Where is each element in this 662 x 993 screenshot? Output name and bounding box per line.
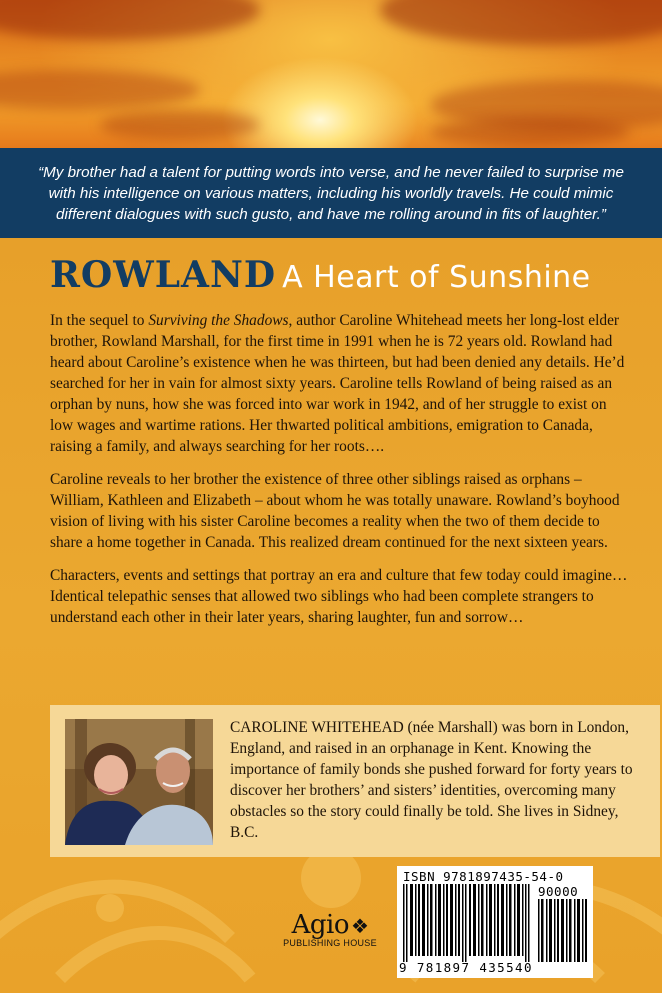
description-paragraph-2: Caroline reveals to her brother the existence of three other siblings raised as orphans – William, Kathleen and Elizabeth – about whom he was totally unaware. Rowland’s boyhood vision of living with his sister Caroline becomes a reality when the two of them decide to share a home together in Canada. This realized dream continued for the next sixteen years. [50, 471, 620, 551]
publisher-logo [270, 910, 390, 960]
description-paragraph-1: In the sequel to Surviving the Shadows, author Caroline Whitehead meets her long-lost elder brother, Rowland Marshall, for the first time in 1991 when he is 72 years old. Rowland had heard about Caroline’s existence when he was thirteen, but had been denied any details. He’d searched for her in vain for almost sixty years. Caroline tells Rowland of being raised as an orphan by nuns, how she was forced into war work in 1942, and of her struggle to exist on low wages and wartime rations. Her thwarted political ambitions, emigration to Canada, raising a family, and always searching for her roots…. [50, 312, 625, 455]
description-paragraph-3: Characters, events and settings that portray an era and culture that few today could imagine… Identical telepathic senses that allowed two siblings who had been complete strangers to understand each other in their later years, sharing laughter, fun and sorrow… [50, 567, 628, 626]
price-code: 90000 [538, 884, 579, 899]
flourish-icon: ❖ [350, 914, 369, 938]
book-title [50, 254, 591, 302]
ean-barcode-bars [403, 884, 531, 962]
sunset-image [0, 0, 662, 148]
isbn-label: ISBN 9781897435-54-0 [403, 869, 564, 884]
price-barcode-bars [538, 899, 588, 962]
quote-banner [0, 148, 662, 238]
book-description [50, 310, 630, 640]
publisher-subtitle: PUBLISHING HOUSE [283, 938, 377, 948]
publisher-name: Agio ❖ [291, 910, 369, 940]
title-subtitle: A Heart of Sunshine [282, 260, 591, 295]
sequel-title: Surviving the Shadows [148, 312, 289, 329]
testimonial-quote: “My brother had a talent for putting words into verse, and he never failed to surprise me with his intelligence on various matters, including his worldly travels. He could mimic different dialogues with such gusto, and have me rolling around in fits of laughter.” [38, 163, 624, 223]
author-photo [65, 719, 213, 845]
title-main: ROWLAND [50, 254, 277, 296]
isbn-barcode [397, 866, 593, 978]
author-bio: CAROLINE WHITEHEAD (née Marshall) was born in London, England, and raised in an orphanage in Kent. Knowing the importance of family bonds she pushed forward for forty years to discover her brothers’ and sisters’ identities, overcoming many obstacles so the story could finally be told. She lives in Sidney, B.C. [230, 719, 633, 841]
ean-digits: 9 781897 435540 [399, 960, 533, 975]
author-box [50, 705, 660, 857]
